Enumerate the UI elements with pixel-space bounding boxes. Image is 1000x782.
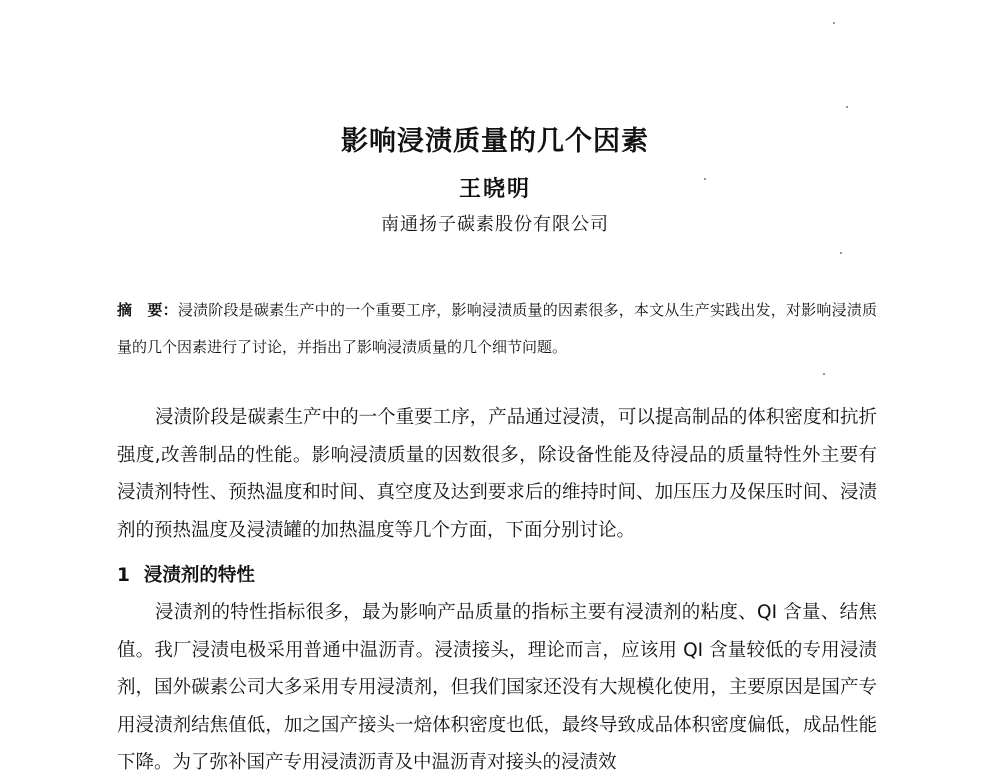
scan-speck [840, 252, 842, 254]
body-paragraph-1: 浸渍阶段是碳素生产中的一个重要工序，产品通过浸渍，可以提高制品的体积密度和抗折强度,改善制品的性能。影响浸渍质量的因数很多，除设备性能及待浸品的质量特性外主要有浸渍剂特性、预热温度和时间、真空度及达到要求后的维持时间、加压压力及保压时间、浸渍剂的预热温度及浸渍罐的加热温度等几个方面，下面分别讨论。 [117, 407, 877, 541]
section-number: 1 [117, 565, 130, 586]
body-paragraph-2: 浸渍剂的特性指标很多，最为影响产品质量的指标主要有浸渍剂的粘度、QI 含量、结焦值。我厂浸渍电极采用普通中温沥青。浸渍接头，理论而言，应该用 QI 含量较低的专用浸渍剂，国外碳素公司大多采用专用浸渍剂，但我们国家还没有大规模化使用，主要原因是国产专用浸渍剂结焦值低，加之国产接头一焙体积密度也低，最终导致成品体积密度偏低，成品性能下降。为了弥补国产专用浸渍沥青及中温沥青对接头的浸渍效 [117, 602, 877, 773]
scan-speck [833, 22, 835, 24]
abstract-text: 浸渍阶段是碳素生产中的一个重要工序，影响浸渍质量的因素很多，本文从生产实践出发，对影响浸渍质量的几个因素进行了讨论，并指出了影响浸渍质量的几个细节问题。 [117, 301, 877, 356]
section-title: 浸渍剂的特性 [143, 565, 255, 586]
affiliation: 南通扬子碳素股份有限公司 [381, 214, 609, 235]
paper-title: 影响浸渍质量的几个因素 [341, 126, 649, 157]
scan-speck [704, 178, 706, 180]
scan-speck [823, 373, 825, 375]
abstract-label: 摘 要： [117, 301, 178, 319]
scan-speck [846, 106, 848, 108]
section-heading [117, 557, 877, 594]
abstract [117, 292, 877, 366]
author-name: 王晓明 [458, 177, 531, 202]
